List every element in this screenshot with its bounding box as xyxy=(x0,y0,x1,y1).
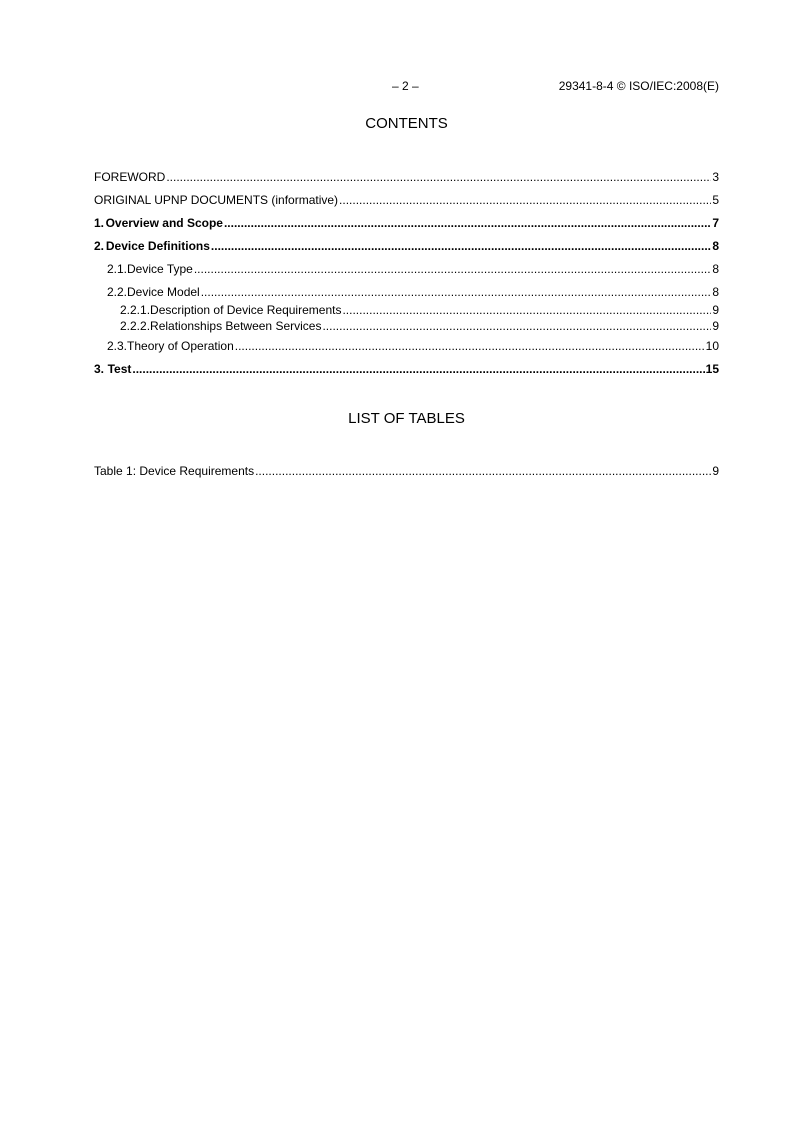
toc-entry-number: 2. xyxy=(94,239,105,253)
toc-entry-original-upnp-documents[interactable] xyxy=(94,193,719,208)
toc-entry-text: FOREWORD xyxy=(94,170,166,184)
toc-entry-test[interactable] xyxy=(94,362,719,377)
toc-entry-number: 3. xyxy=(94,362,105,376)
dot-leader xyxy=(235,339,705,354)
toc-entry-device-model[interactable] xyxy=(94,285,719,300)
toc-entry-number: 2.3. xyxy=(107,339,128,353)
toc-entry-text: Overview and Scope xyxy=(105,216,223,230)
toc-entry-text: ORIGINAL UPNP DOCUMENTS (informative) xyxy=(94,193,339,207)
toc-entry-overview-and-scope[interactable] xyxy=(94,216,719,231)
dot-leader xyxy=(166,170,711,185)
dot-leader xyxy=(211,239,711,254)
toc-entry-text: Device Type xyxy=(127,262,193,276)
toc-entry-text: Description of Device Requirements xyxy=(150,303,342,317)
toc-entry-number: 1. xyxy=(94,216,105,230)
dot-leader xyxy=(322,319,711,334)
toc-entry-page: 3 xyxy=(712,170,719,184)
table-entry-text: Table 1: Device Requirements xyxy=(94,464,255,478)
toc-entry-page: 8 xyxy=(712,285,719,299)
toc-entry-number: 2.2.2. xyxy=(120,319,151,333)
contents-heading: CONTENTS xyxy=(365,115,448,132)
toc-entry-device-type[interactable] xyxy=(94,262,719,277)
toc-entry-text: Relationships Between Services xyxy=(150,319,322,333)
toc-entry-text: Theory of Operation xyxy=(127,339,234,353)
toc-entry-foreword[interactable] xyxy=(94,170,719,185)
toc-entry-page: 9 xyxy=(712,303,719,317)
toc-entry-page: 15 xyxy=(705,362,719,376)
toc-entry-page: 10 xyxy=(705,339,719,353)
toc-entry-text: Device Model xyxy=(127,285,200,299)
toc-entry-theory-of-operation[interactable] xyxy=(94,339,719,354)
dot-leader xyxy=(255,464,711,479)
dot-leader xyxy=(342,303,711,318)
table-entry-device-requirements[interactable] xyxy=(94,464,719,479)
dot-leader xyxy=(132,362,704,377)
toc-entry-page: 9 xyxy=(712,319,719,333)
table-entry-page: 9 xyxy=(712,464,719,478)
toc-entry-number: 2.2. xyxy=(107,285,128,299)
toc-entry-page: 7 xyxy=(712,216,719,230)
toc-entry-number: 2.1. xyxy=(107,262,128,276)
list-of-tables-heading: LIST OF TABLES xyxy=(348,410,465,427)
dot-leader xyxy=(201,285,712,300)
dot-leader xyxy=(339,193,711,208)
toc-entry-number: 2.2.1. xyxy=(120,303,151,317)
toc-entry-text: Device Definitions xyxy=(105,239,210,253)
page-number: – 2 – xyxy=(392,79,419,93)
toc-entry-text: Test xyxy=(107,362,132,376)
dot-leader xyxy=(224,216,711,231)
page-header xyxy=(94,79,719,95)
toc-entry-device-definitions[interactable] xyxy=(94,239,719,254)
toc-entry-description-of-device-requirements[interactable] xyxy=(94,303,719,318)
toc-entry-page: 5 xyxy=(712,193,719,207)
toc-entry-page: 8 xyxy=(712,239,719,253)
toc-entry-page: 8 xyxy=(712,262,719,276)
document-reference: 29341-8-4 © ISO/IEC:2008(E) xyxy=(558,79,719,93)
dot-leader xyxy=(194,262,711,277)
toc-entry-relationships-between-services[interactable] xyxy=(94,319,719,334)
